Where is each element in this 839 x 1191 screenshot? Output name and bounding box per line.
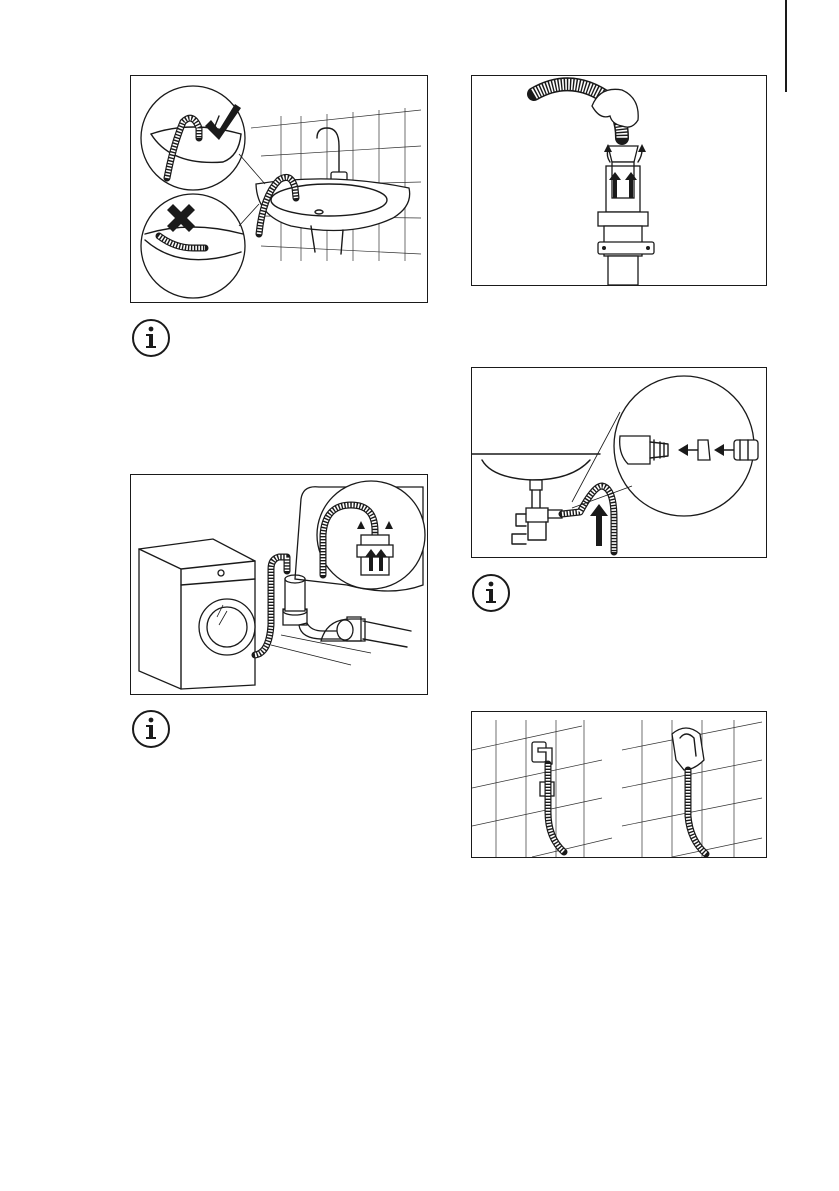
figure-sink-trap-connection bbox=[471, 367, 767, 558]
standpipe-insert-drawing bbox=[472, 76, 766, 285]
sink-trap-connection-drawing bbox=[472, 368, 766, 557]
basin-hook-drawing bbox=[131, 76, 427, 302]
figure-standpipe-insert bbox=[471, 75, 767, 286]
info-icon bbox=[131, 318, 171, 358]
figure-washer-standpipe bbox=[130, 474, 428, 695]
arrow-up-icon bbox=[590, 504, 608, 546]
zoom-correct bbox=[141, 86, 245, 190]
info-icon bbox=[471, 573, 511, 613]
washer-standpipe-drawing bbox=[131, 475, 427, 694]
info-icon bbox=[131, 709, 171, 749]
wash-basin bbox=[256, 179, 410, 231]
figure-wall-outlet-guides bbox=[471, 711, 767, 858]
wall-outlet-guides-drawing bbox=[472, 712, 766, 857]
figure-basin-hook bbox=[130, 75, 428, 303]
wall-tiles bbox=[472, 720, 762, 857]
page-edge-rule bbox=[785, 0, 787, 92]
hand bbox=[592, 89, 638, 127]
